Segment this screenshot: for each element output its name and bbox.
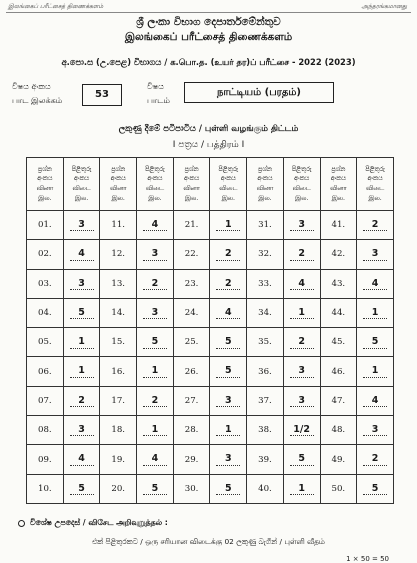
answer-value: 4 [363, 279, 387, 290]
answer-cell [283, 269, 320, 298]
answer-cell [210, 328, 247, 357]
header-line: ප්‍රශ්න [331, 165, 346, 173]
answer-value: 4 [143, 220, 167, 231]
department-name-sinhala: ශ්‍රී ලංකා විභාග දෙපාර්තමේන්තුව [136, 16, 281, 28]
question-number: 21. [173, 211, 210, 240]
question-number: 42. [320, 240, 357, 269]
answer-cell [357, 386, 394, 415]
question-number: 48. [320, 416, 357, 445]
question-number: 23. [173, 269, 210, 298]
answer-value: 1 [216, 220, 240, 231]
answer-cell [137, 269, 174, 298]
question-number: 14. [100, 298, 137, 327]
header-line: இல. [184, 194, 199, 202]
answer-cell [357, 416, 394, 445]
answer-cell [283, 240, 320, 269]
answer-value: 3 [363, 425, 387, 436]
header-line: வினா [109, 185, 127, 192]
header-line: வினா [256, 185, 274, 192]
header-line: අංකය [73, 175, 90, 183]
question-number: 33. [247, 269, 284, 298]
answer-value: 3 [70, 220, 94, 231]
header-line: අංකය [184, 175, 200, 183]
answer-value: 1 [363, 308, 387, 319]
subject-number-label-tamil: பாட இலக்கம் [12, 96, 63, 105]
answer-value: 5 [143, 484, 167, 495]
paper-title: I පත්‍රය / பத்திரம் I [172, 140, 245, 150]
header-line: ප්‍රශ්න [258, 165, 272, 173]
answer-cell [283, 445, 320, 474]
answer-cell [63, 357, 100, 386]
answer-cell [63, 269, 100, 298]
header-line: இல. [74, 194, 89, 202]
question-number: 06. [27, 357, 64, 386]
header-line: விடை [219, 185, 238, 192]
answer-cell [357, 269, 394, 298]
answer-value: 5 [216, 337, 240, 348]
answer-cell [210, 357, 247, 386]
answer-value: 5 [363, 484, 387, 495]
answer-value: 2 [363, 220, 387, 231]
answer-cell [137, 357, 174, 386]
answer-value: 5 [363, 337, 387, 348]
answer-value: 4 [290, 279, 314, 290]
answer-cell [357, 357, 394, 386]
total-marks-formula: 1 × 50 = 50 [346, 555, 389, 563]
answer-cell [210, 298, 247, 327]
answer-value: 1 [70, 337, 94, 348]
special-note [18, 518, 168, 528]
header-line: අංකය [37, 175, 53, 183]
answer-value: 2 [216, 249, 240, 260]
header-line: අංකය [147, 175, 163, 183]
answer-value: 1 [363, 366, 387, 377]
question-number: 07. [27, 386, 64, 415]
answer-cell [137, 298, 174, 327]
answer-cell [283, 357, 320, 386]
question-number: 26. [173, 357, 210, 386]
header-line: இல. [331, 194, 346, 202]
question-number-header [320, 158, 357, 211]
confidential-label: அந்தரங்கமானது [361, 3, 407, 10]
answer-cell [210, 416, 247, 445]
question-number: 47. [320, 386, 357, 415]
answer-value: 1 [143, 366, 167, 377]
answer-cell [283, 298, 320, 327]
bullet-icon [18, 520, 25, 527]
answer-cell [283, 474, 320, 503]
question-number: 41. [320, 211, 357, 240]
header-left-text: இலங்கைப் பரீட்சைத் திணைக்களம் [8, 3, 104, 10]
answer-cell [210, 386, 247, 415]
question-number: 40. [247, 474, 284, 503]
answer-value: 3 [143, 308, 167, 319]
answer-cell [63, 211, 100, 240]
header-line: අංකය [257, 175, 273, 183]
answer-table-header [27, 158, 394, 211]
question-number: 34. [247, 298, 284, 327]
question-number: 16. [100, 357, 137, 386]
table-row [27, 328, 394, 357]
header-line: පිළිතුරු [145, 165, 165, 173]
subject-name-label-sinhala: විෂය [147, 82, 164, 91]
header-line: අංකය [110, 175, 126, 183]
answer-number-header [283, 158, 320, 211]
answer-value: 1 [70, 366, 94, 377]
answer-number-header [137, 158, 174, 211]
answer-value: 3 [363, 249, 387, 260]
question-number: 29. [173, 445, 210, 474]
question-number: 30. [173, 474, 210, 503]
question-number: 28. [173, 416, 210, 445]
table-row [27, 445, 394, 474]
answer-value: 3 [290, 220, 314, 231]
answer-cell [283, 386, 320, 415]
question-number: 08. [27, 416, 64, 445]
question-number: 05. [27, 328, 64, 357]
header-line: விடை [145, 185, 164, 192]
question-number: 20. [100, 474, 137, 503]
header-line: இல. [111, 194, 125, 202]
header-line: පිළිතුරු [291, 165, 312, 173]
subject-number-label-sinhala: විෂය අංකය [12, 82, 51, 91]
header-line: இல. [368, 194, 382, 202]
answer-cell [283, 211, 320, 240]
answer-cell [210, 240, 247, 269]
answer-cell [63, 445, 100, 474]
subject-name-label-tamil: பாடம் [147, 96, 170, 105]
answer-cell [210, 474, 247, 503]
answer-cell [210, 211, 247, 240]
header-line: අංකය [294, 175, 310, 183]
answer-cell [137, 211, 174, 240]
subject-number-box: 53 [82, 84, 122, 106]
question-number: 19. [100, 445, 137, 474]
answer-cell [137, 386, 174, 415]
question-number: 43. [320, 269, 357, 298]
answer-value: 4 [143, 454, 167, 465]
question-number: 37. [247, 386, 284, 415]
answer-cell [137, 474, 174, 503]
answer-value: 1/2 [290, 425, 314, 436]
answer-cell [137, 416, 174, 445]
table-row [27, 240, 394, 269]
question-number: 22. [173, 240, 210, 269]
answer-cell [63, 416, 100, 445]
answer-value: 5 [70, 308, 94, 319]
answer-value: 3 [70, 279, 94, 290]
answer-value: 4 [70, 454, 94, 465]
header-line: விடை [366, 185, 385, 192]
answer-cell [137, 240, 174, 269]
answer-value: 2 [363, 454, 387, 465]
question-number: 15. [100, 328, 137, 357]
answer-value: 1 [290, 484, 314, 495]
answer-number-header [357, 158, 394, 211]
question-number: 24. [173, 298, 210, 327]
answer-value: 1 [143, 425, 167, 436]
header-line: விடை [292, 185, 311, 192]
question-number: 12. [100, 240, 137, 269]
question-number: 25. [173, 328, 210, 357]
question-number-header [27, 158, 64, 211]
answer-cell [63, 386, 100, 415]
question-number: 13. [100, 269, 137, 298]
answer-value: 2 [216, 279, 240, 290]
answer-value: 2 [290, 337, 314, 348]
question-number: 36. [247, 357, 284, 386]
header-line: இல. [294, 194, 309, 202]
header-line: ප්‍රශ්න [37, 165, 52, 173]
question-number: 01. [27, 211, 64, 240]
answer-number-header [210, 158, 247, 211]
header-line: පිළිතුරු [218, 165, 238, 173]
header-line: விடை [72, 185, 91, 192]
header-line: வினா [330, 185, 347, 192]
question-number: 11. [100, 211, 137, 240]
answer-cell [137, 445, 174, 474]
question-number: 17. [100, 386, 137, 415]
question-number: 31. [247, 211, 284, 240]
question-number: 09. [27, 445, 64, 474]
header-divider [6, 12, 411, 13]
answer-value: 5 [143, 337, 167, 348]
marks-rule: එක් පිළිතුරකට / ஒரு சரியான விடைக்கு 02 ලකුණු බැගින් / புள்ளி வீதம் [92, 537, 325, 546]
question-number: 35. [247, 328, 284, 357]
header-line: අංකය [330, 175, 346, 183]
header-line: ප්‍රශ්න [184, 165, 199, 173]
question-number: 02. [27, 240, 64, 269]
question-number-header [247, 158, 284, 211]
exam-title: අ.පො.ස (උ.පෙළ) විභාගය / க.பொ.த. (உயர் தர)ப் பரீட்சை - 2022 (2023) [61, 57, 356, 67]
question-number: 44. [320, 298, 357, 327]
answer-value: 4 [216, 308, 240, 319]
answer-value: 3 [216, 396, 240, 407]
question-number: 45. [320, 328, 357, 357]
answer-value: 3 [70, 425, 94, 436]
table-row [27, 269, 394, 298]
answer-cell [210, 269, 247, 298]
header-line: வினா [36, 185, 54, 192]
answer-value: 5 [216, 366, 240, 377]
answer-value: 5 [70, 484, 94, 495]
answer-cell [63, 240, 100, 269]
question-number: 46. [320, 357, 357, 386]
answer-value: 2 [70, 396, 94, 407]
answer-value: 5 [216, 484, 240, 495]
header-line: இல. [258, 194, 272, 202]
answer-value: 5 [290, 454, 314, 465]
answer-cell [210, 445, 247, 474]
answer-value: 3 [143, 249, 167, 260]
answer-value: 1 [216, 425, 240, 436]
answer-cell [357, 474, 394, 503]
header-line: இல. [221, 194, 235, 202]
table-row [27, 357, 394, 386]
answer-cell [137, 328, 174, 357]
question-number: 03. [27, 269, 64, 298]
header-line: இல. [38, 194, 52, 202]
department-name-tamil: இலங்கைப் பரீட்சைத் திணைக்களம் [124, 31, 293, 43]
answer-cell [63, 328, 100, 357]
question-number: 04. [27, 298, 64, 327]
table-row [27, 386, 394, 415]
answer-cell [357, 328, 394, 357]
special-note-text: විශේෂ උපදෙස් / விசேட அறிவுறுத்தல் : [30, 518, 168, 527]
question-number: 49. [320, 445, 357, 474]
answer-value: 2 [143, 396, 167, 407]
table-row [27, 416, 394, 445]
header-line: පිළිතුරු [71, 165, 92, 173]
answer-cell [357, 445, 394, 474]
question-number: 38. [247, 416, 284, 445]
answer-cell [357, 211, 394, 240]
answer-value: 1 [290, 308, 314, 319]
answer-value: 3 [290, 396, 314, 407]
answer-cell [283, 328, 320, 357]
header-line: வினா [183, 185, 200, 192]
header-line: ප්‍රශ්න [111, 165, 126, 173]
answer-cell [283, 416, 320, 445]
question-number: 18. [100, 416, 137, 445]
question-number: 10. [27, 474, 64, 503]
question-number: 39. [247, 445, 284, 474]
table-row [27, 211, 394, 240]
answer-value: 2 [290, 249, 314, 260]
header-line: இல. [148, 194, 162, 202]
question-number-header [100, 158, 137, 211]
table-row [27, 298, 394, 327]
answer-value: 4 [70, 249, 94, 260]
answer-table [26, 157, 394, 504]
question-number-header [173, 158, 210, 211]
answer-cell [63, 298, 100, 327]
answer-number-header [63, 158, 100, 211]
header-line: පිළිතුරු [365, 165, 385, 173]
answer-cell [357, 298, 394, 327]
marking-scheme-title: ලකුණු දීමේ පටිපාටිය / புள்ளி வழங்கும் திட்டம் [118, 124, 299, 134]
table-row [27, 474, 394, 503]
answer-value: 3 [290, 366, 314, 377]
answer-value: 3 [216, 454, 240, 465]
question-number: 27. [173, 386, 210, 415]
subject-name-box: நாட்டியம் (பரதம்) [184, 82, 334, 103]
answer-value: 2 [143, 279, 167, 290]
question-number: 50. [320, 474, 357, 503]
header-line: අංකය [220, 175, 236, 183]
answer-cell [63, 474, 100, 503]
header-line: අංකය [367, 175, 383, 183]
answer-value: 4 [363, 396, 387, 407]
answer-cell [357, 240, 394, 269]
question-number: 32. [247, 240, 284, 269]
